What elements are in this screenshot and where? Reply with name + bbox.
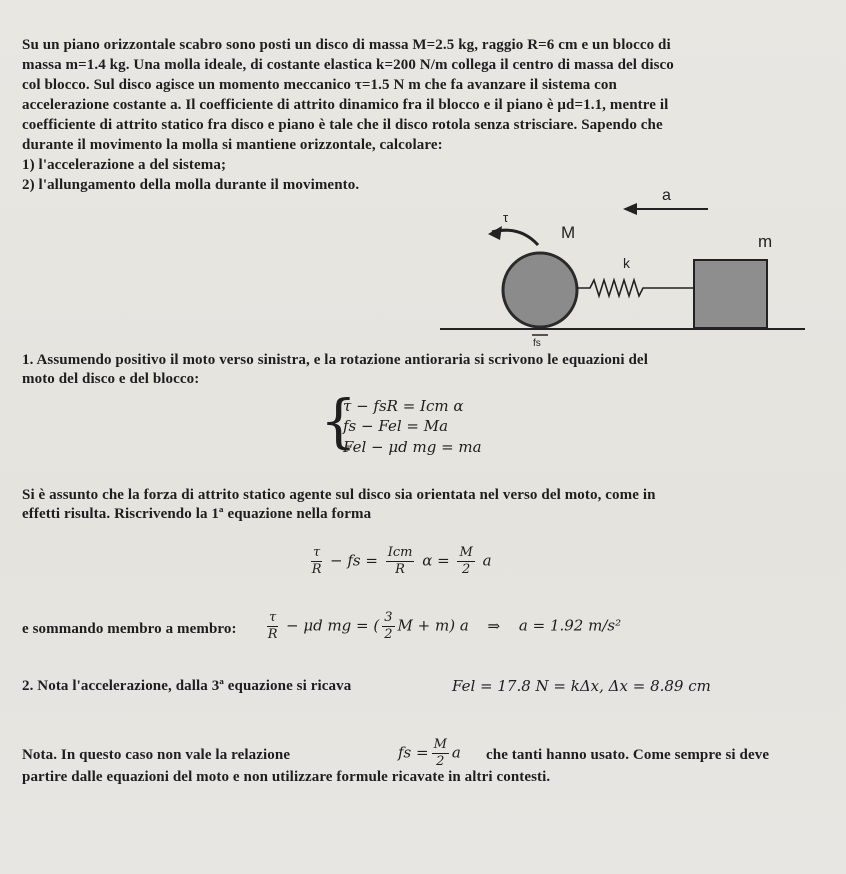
system-eq-2: fs − Fel = Ma bbox=[343, 417, 449, 435]
label-fs: fs bbox=[533, 338, 541, 349]
frac-Icm-over-R: $\frac{\text{Icm}}{R}$ bbox=[387, 545, 413, 577]
torque-arrowhead bbox=[488, 226, 502, 240]
acceleration-result: a = 1.92 m/s² bbox=[518, 616, 622, 635]
label-tau: τ bbox=[503, 210, 509, 225]
block bbox=[694, 260, 767, 328]
elongation-result: Fel = 17.8 N = kΔx, Δx = 8.89 cm bbox=[452, 677, 711, 695]
problem-line-3: col blocco. Sul disco agisce un momento meccanico τ=1.5 N m che fa avanzare il sistema con bbox=[22, 77, 617, 93]
question-2: 2) l'allungamento della molla durante il movimento. bbox=[22, 177, 360, 193]
assumption-line-2: effetti risulta. Riscrivendo la 1ª equazione nella forma bbox=[22, 506, 372, 522]
problem-line-4: accelerazione costante a. Il coefficiente di attrito dinamico fra il blocco e il piano è μd=1.1, mentre il bbox=[22, 97, 669, 113]
note-line-1-tail: che tanti hanno usato. Come sempre si deve bbox=[486, 747, 770, 763]
note-line-1-text: Nota. In questo caso non vale la relazione bbox=[22, 747, 291, 763]
solution-2-text: 2. Nota l'accelerazione, dalla 3ª equazione si ricava bbox=[22, 678, 352, 694]
sum-equation: $\frac{\tau}{R}$ − μd mg = ( $\frac{3}{2}$ M + m) a ⇒ a = 1.92 m/s² bbox=[267, 610, 622, 642]
problem-line-2: massa m=1.4 kg. Una molla ideale, di costante elastica k=200 N/m collega il centro di massa del disco bbox=[22, 57, 674, 73]
problem-line-5: coefficiente di attrito statico fra disco e piano è tale che il disco rotola senza strisciare. Sapendo che bbox=[22, 117, 663, 133]
solution-1-line-2: moto del disco e del blocco: bbox=[22, 371, 200, 387]
note-equation: fs = $\frac{M}{2}$ a bbox=[398, 737, 461, 769]
frac-M-over-2: $\frac{M}{2}$ bbox=[459, 545, 473, 577]
sum-text: e sommando membro a membro: bbox=[22, 621, 237, 637]
note-line-2: partire dalle equazioni del moto e non utilizzare formule ricavate in altri contesti. bbox=[22, 769, 551, 785]
assumption-line-1: Si è assunto che la forza di attrito statico agente sul disco sia orientata nel verso del moto, come in bbox=[22, 487, 656, 503]
rewritten-equation: $\frac{\tau}{R}$ − fs = $\frac{\text{Icm}}{R}$ α = $\frac{M}{2}$ a bbox=[311, 545, 492, 577]
frac-tau-over-R-sum: $\frac{\tau}{R}$ bbox=[267, 610, 278, 642]
label-M: M bbox=[561, 223, 576, 242]
problem-line-1: Su un piano orizzontale scabro sono posti un disco di massa M=2.5 kg, raggio R=6 cm e un blocco di bbox=[22, 37, 671, 53]
frac-3-over-2: $\frac{3}{2}$ bbox=[384, 610, 393, 642]
system-brace: { bbox=[320, 387, 357, 455]
question-1: 1) l'accelerazione a del sistema; bbox=[22, 157, 227, 173]
solution-1-line-1: 1. Assumendo positivo il moto verso sinistra, e la rotazione antioraria si scrivono le equazioni del bbox=[22, 352, 648, 368]
label-a: a bbox=[662, 187, 671, 204]
label-k: k bbox=[623, 255, 630, 271]
label-m: m bbox=[758, 232, 773, 251]
system-eq-1: τ − fsR = Icm α bbox=[343, 397, 464, 415]
disk-block-figure bbox=[430, 180, 830, 350]
disk bbox=[503, 253, 577, 327]
system-eq-3: Fel − μd mg = ma bbox=[343, 438, 482, 456]
problem-line-6: durante il movimento la molla si mantiene orizzontale, calcolare: bbox=[22, 137, 443, 153]
acceleration-arrowhead bbox=[623, 203, 637, 215]
spring bbox=[577, 280, 693, 296]
frac-tau-over-R: $\frac{\tau}{R}$ bbox=[311, 545, 322, 577]
